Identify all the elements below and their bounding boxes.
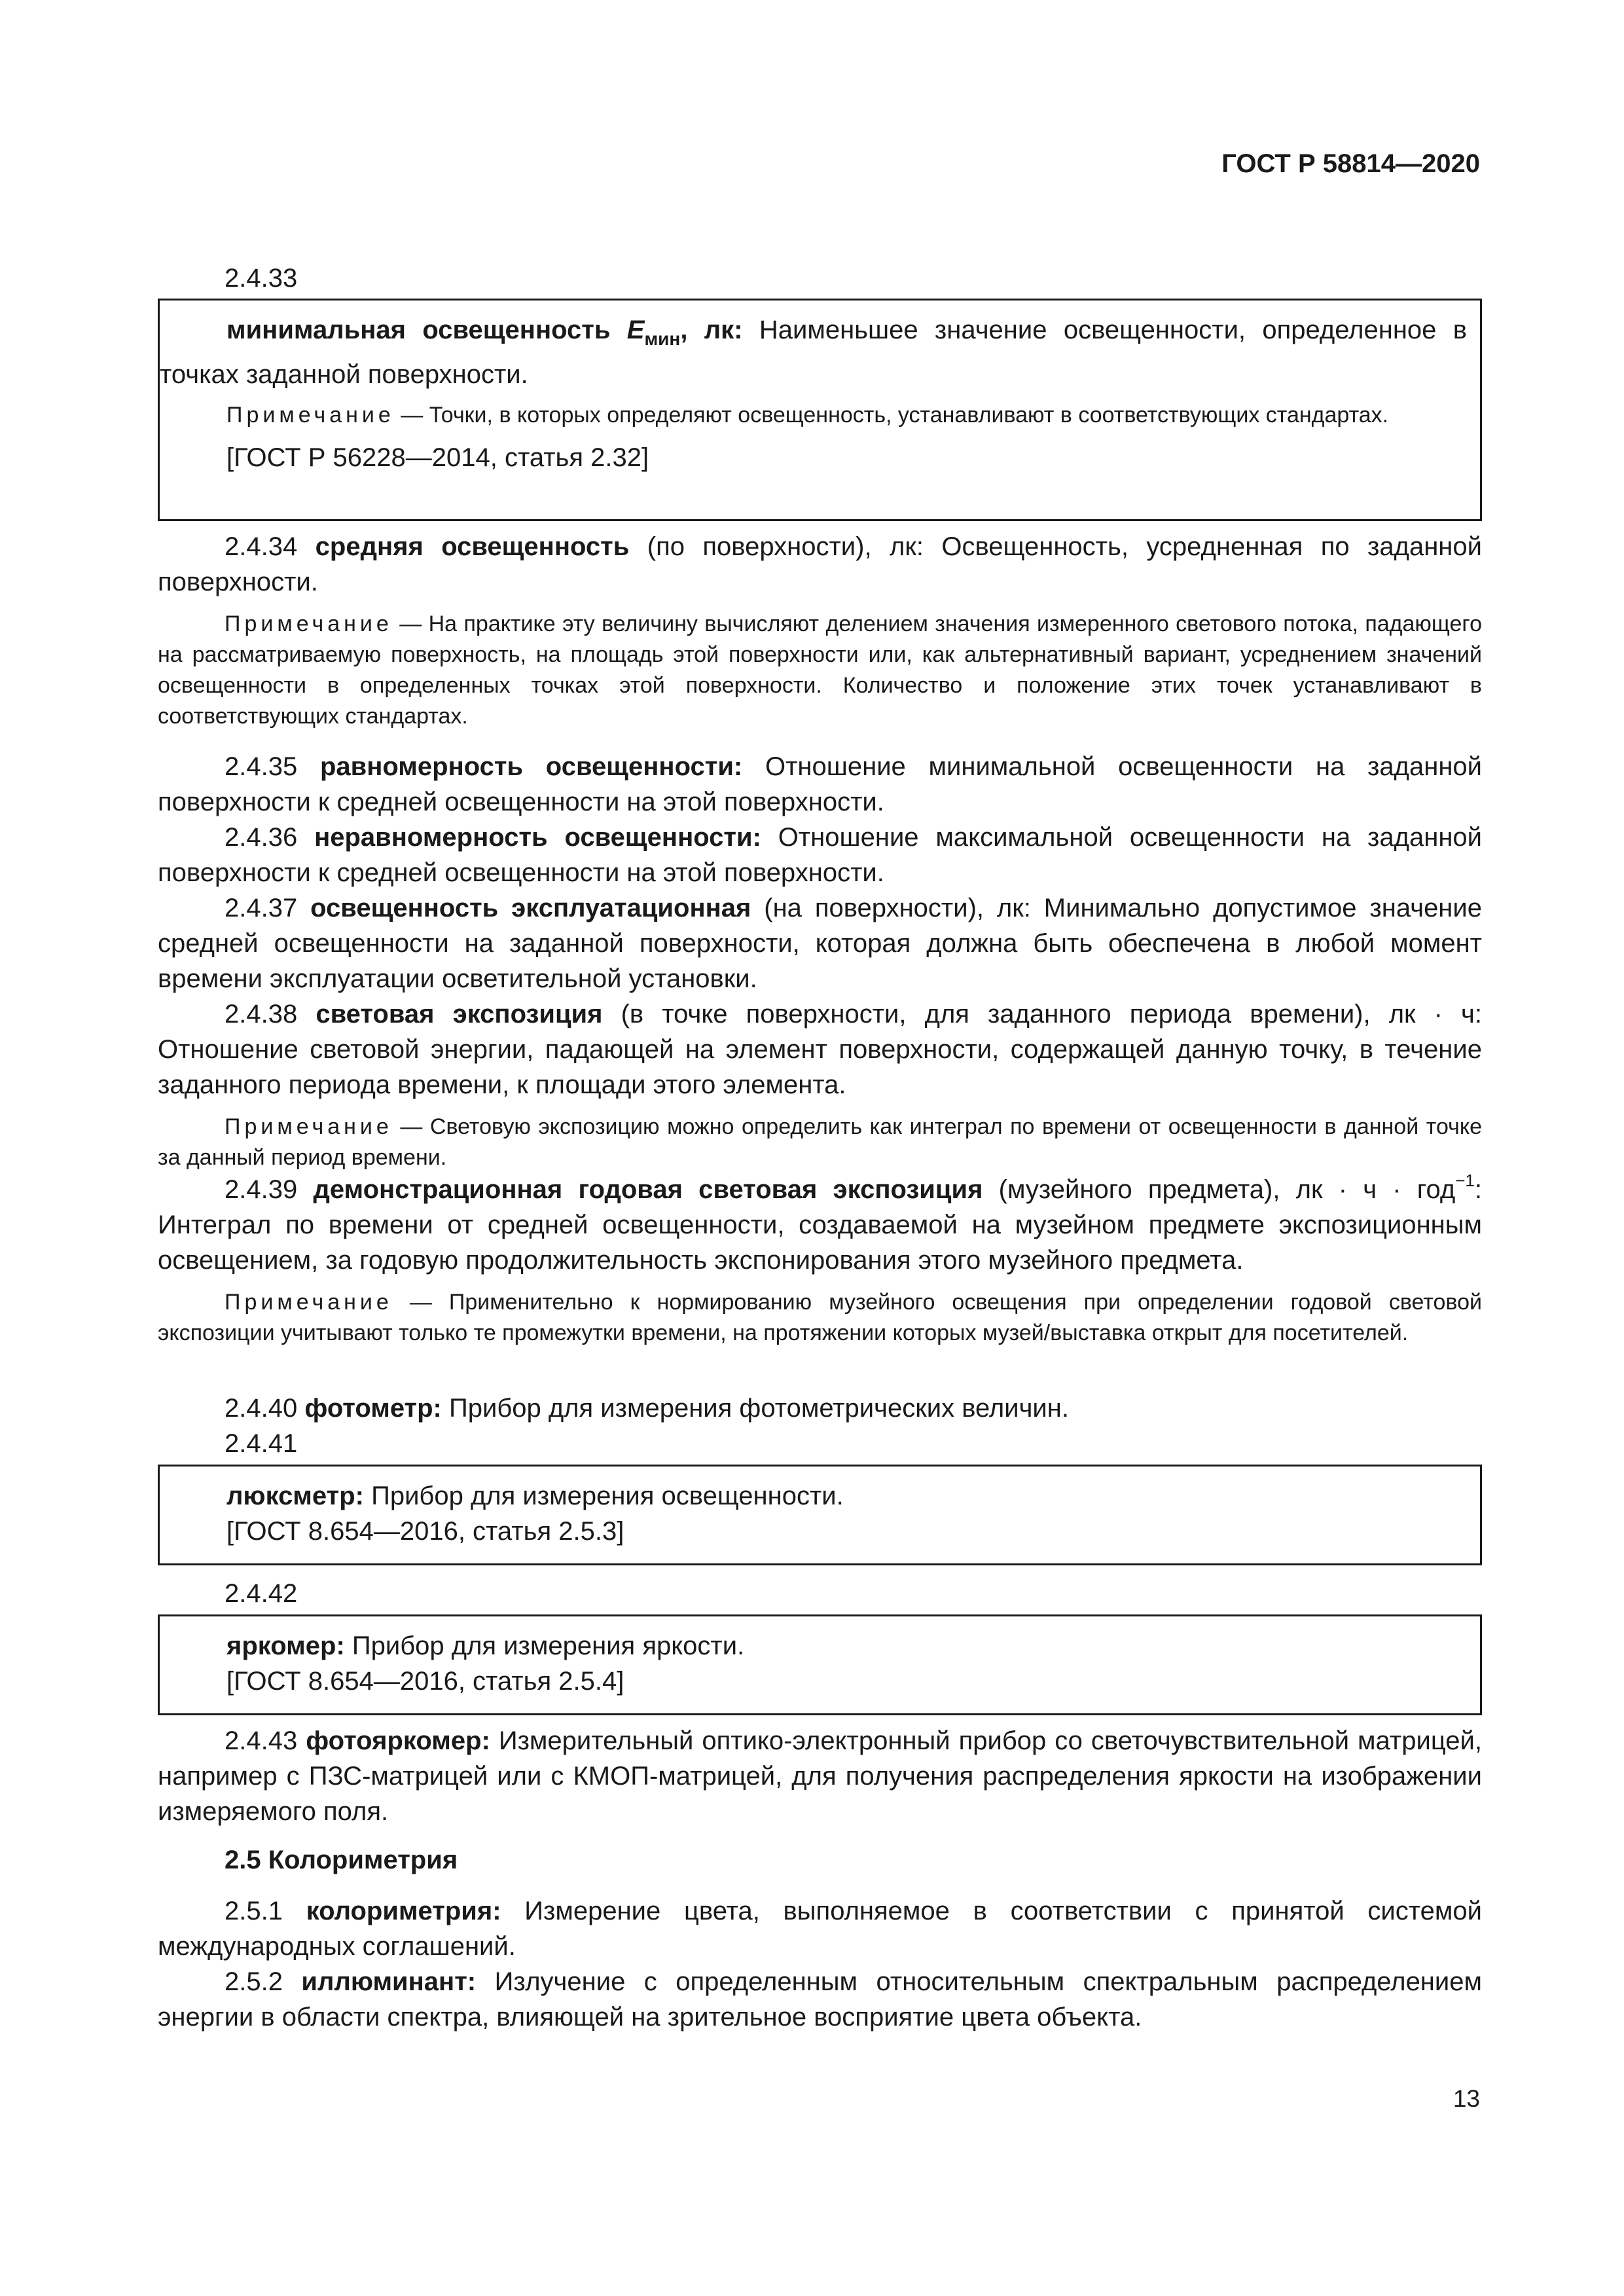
definition-2-5-1: [158, 1893, 1482, 1964]
page-number: 13: [1453, 2085, 1480, 2112]
definition-text: Отношение максимальной освещенности на заданной поверхности к средней освещенности на этой поверхности.: [158, 823, 1482, 887]
note-label: Примечание: [225, 611, 393, 636]
note-label: Примечание: [226, 403, 395, 428]
definition-2-4-39: [158, 1163, 1482, 1278]
symbol-subscript: мин: [644, 329, 681, 349]
term: равномерность освещенности:: [319, 752, 743, 781]
section-2-4-43-and-2-5: [158, 1723, 1482, 2035]
definition-text: Прибор для измерения освещенности.: [363, 1482, 844, 1510]
clause-number: 2.4.39: [225, 1175, 298, 1204]
definition-text: (по поверхности), лк: Освещенность, усредненная по заданной поверхности.: [158, 532, 1482, 596]
term: колориметрия:: [306, 1897, 501, 1925]
term: демонстрационная годовая световая экспозиция: [313, 1175, 983, 1204]
definition-2-4-38: [158, 996, 1482, 1102]
definition-2-4-35: [158, 749, 1482, 820]
clause-number: 2.4.38: [225, 1000, 298, 1029]
definition-2-4-43: [158, 1723, 1482, 1829]
note-text: — Точки, в которых определяют освещенность, устанавливают в соответствующих стандартах.: [394, 403, 1389, 428]
section-2-4-35-to-2-4-38: [158, 749, 1482, 1173]
quoted-definition-box-2-4-41: [158, 1465, 1482, 1565]
definition-text: Излучение с определенным относительным спектральным распределением энергии в области спектра, влияющей на зрительное восприятие цвета объекта.: [158, 1967, 1482, 2032]
definition-text: Измерительный оптико-электронный прибор со светочувствительной матрицей, например с ПЗС-матрицей или с КМОП-матрицей, для получения распределения яркости на изображении измеряемого поля.: [158, 1726, 1482, 1826]
definition-2-4-36: [158, 820, 1482, 890]
note-label: Примечание: [225, 1290, 393, 1315]
clause-number: 2.5.2: [225, 1967, 283, 1996]
definition-text: Прибор для измерения фотометрических величин.: [441, 1394, 1069, 1423]
clause-number: 2.4.43: [225, 1726, 298, 1755]
definition-2-5-2: [158, 1964, 1482, 2035]
definition-2-4-41: [160, 1478, 1467, 1514]
source-reference: [ГОСТ 8.654—2016, статья 2.5.3]: [226, 1517, 624, 1546]
definition-2-4-33: [160, 312, 1467, 392]
clause-number: 2.4.34: [225, 532, 298, 561]
clause-number: 2.4.36: [225, 823, 298, 852]
clause-number: 2.4.37: [225, 894, 298, 922]
definition-text: Прибор для измерения яркости.: [344, 1631, 745, 1660]
term: люксметр:: [226, 1482, 364, 1510]
clause-number: 2.5.1: [225, 1897, 283, 1925]
definition-text: Наименьшее значение освещенности, определенное в точках заданной поверхности.: [160, 316, 1467, 389]
definition-2-4-34: [158, 529, 1482, 600]
quoted-definition-box-2-4-33: [158, 299, 1482, 521]
term: фотометр:: [304, 1394, 442, 1423]
source-reference: [ГОСТ 8.654—2016, статья 2.5.4]: [226, 1667, 624, 1696]
exponent: −1: [1455, 1171, 1475, 1190]
section-2-4-39: [158, 1163, 1482, 1349]
definition-2-4-37: [158, 890, 1482, 996]
definition-2-4-40: [158, 1391, 1482, 1426]
note-text: — Световую экспозицию можно определить как интеграл по времени от освещенности в данной точке за данный период времени.: [158, 1114, 1482, 1170]
note-label: Примечание: [225, 1114, 393, 1139]
quoted-definition-box-2-4-42: [158, 1614, 1482, 1715]
definition-text-a: (музейного предмета), лк · ч · год: [983, 1175, 1456, 1204]
unit: , лк:: [680, 316, 743, 344]
clause-number-2-4-41: 2.4.41: [225, 1429, 298, 1458]
clause-number-2-4-33: 2.4.33: [225, 264, 298, 293]
term: иллюминант:: [301, 1967, 477, 1996]
section-2-4-40: [158, 1391, 1482, 1461]
term: световая экспозиция: [316, 1000, 603, 1029]
definition-text-b: : Интеграл по времени от средней освещенности, создаваемой на музейном предмете экспозиционным освещением, за годовую продолжительность экспонирования этого музейного предмета.: [158, 1175, 1482, 1275]
section-heading-2-5: 2.5 Колориметрия: [225, 1846, 458, 1874]
clause-number: 2.4.40: [225, 1394, 298, 1423]
note-text: — Применительно к нормированию музейного освещения при определении годовой световой экспозиции учитывают только те промежутки времени, на протяжении которых музей/выставка открыт для посетителей.: [158, 1290, 1482, 1345]
term: средняя освещенность: [315, 532, 630, 561]
clause-number-2-4-42: 2.4.42: [225, 1579, 298, 1608]
section-2-4-34: [158, 529, 1482, 732]
definition-2-4-42: [160, 1628, 1467, 1664]
definition-text: Отношение минимальной освещенности на заданной поверхности к средней освещенности на этой поверхности.: [158, 752, 1482, 816]
note-text: — На практике эту величину вычисляют делением значения измеренного светового потока, падающего на рассматриваемую поверхность, на площадь этой поверхности или, как альтернативный вариант, усреднением значений освещенности в определенных точках этой поверхности. Количество и положение этих точек устанавливают в соответствующих стандартах.: [158, 611, 1482, 729]
definition-text: Измерение цвета, выполняемое в соответствии с принятой системой международных соглашений.: [158, 1897, 1482, 1961]
definition-text: (в точке поверхности, для заданного периода времени), лк · ч: Отношение световой энергии, падающей на элемент поверхности, содержащей данную точку, в течение заданного периода времени, к площади этого элемента.: [158, 1000, 1483, 1099]
term: фотояркомер:: [306, 1726, 490, 1755]
document-code-header: ГОСТ Р 58814—2020: [1221, 149, 1480, 178]
note-2-4-33: [160, 400, 1467, 431]
definition-text: (на поверхности), лк: Минимально допустимое значение средней освещенности на заданной поверхности, которая должна быть обеспечена в любой момент времени эксплуатации осветительной установки.: [158, 894, 1482, 993]
term: освещенность эксплуатационная: [310, 894, 751, 922]
term: неравномерность освещенности:: [314, 823, 761, 852]
note-2-4-39: [158, 1287, 1482, 1349]
term: яркомер:: [226, 1631, 345, 1660]
source-reference: [ГОСТ Р 56228—2014, статья 2.32]: [226, 443, 649, 472]
note-2-4-34: [158, 609, 1482, 732]
clause-number: 2.4.35: [225, 752, 298, 781]
symbol: E: [626, 316, 645, 344]
term: минимальная освещенность: [226, 316, 611, 344]
